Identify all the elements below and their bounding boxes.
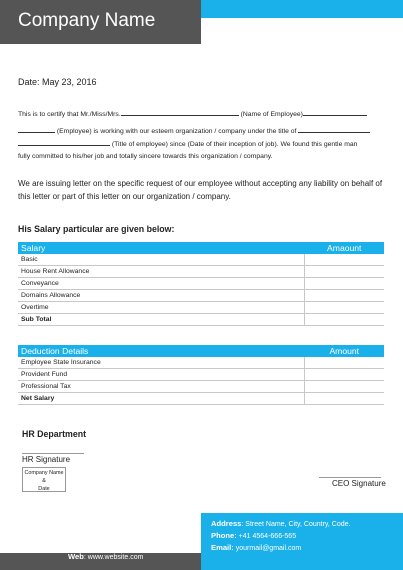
header-accent-bar bbox=[201, 0, 403, 18]
web-value: : www.website.com bbox=[83, 554, 144, 561]
deduction-table bbox=[18, 345, 384, 405]
salary-row-amount bbox=[305, 266, 385, 278]
salary-row-amount bbox=[305, 290, 385, 302]
deduction-row-label: Professional Tax bbox=[18, 381, 305, 393]
salary-row-amount bbox=[305, 278, 385, 290]
salary-table bbox=[18, 242, 384, 326]
ceo-signature-line bbox=[319, 477, 381, 478]
deduction-table-header bbox=[18, 345, 384, 357]
hr-department-title: HR Department bbox=[22, 429, 87, 439]
table-row bbox=[18, 278, 384, 290]
table-row-total bbox=[18, 314, 384, 326]
table-row bbox=[18, 254, 384, 266]
salary-subtotal-amount bbox=[305, 314, 385, 326]
company-name: Company Name bbox=[18, 10, 156, 31]
deduction-row-amount bbox=[305, 369, 385, 381]
phone-value: +41 4564-666-565 bbox=[236, 533, 297, 540]
request-line-1: We are issuing letter on the specific request of our employee without accepting any liability on behalf of bbox=[18, 179, 383, 188]
title-of-employee-blank bbox=[18, 138, 110, 146]
footer-address bbox=[211, 519, 350, 528]
employment-paragraph bbox=[18, 125, 386, 163]
salary-row-amount bbox=[305, 254, 385, 266]
hr-signature-label: HR Signature bbox=[22, 455, 71, 464]
web-label: Web bbox=[68, 552, 84, 561]
footer-website bbox=[68, 552, 143, 561]
salary-table-header bbox=[18, 242, 384, 254]
salary-row-label: Overtime bbox=[18, 302, 305, 314]
address-label: Address bbox=[211, 519, 242, 528]
salary-row-label: Conveyance bbox=[18, 278, 305, 290]
ceo-signature-label: CEO Signature bbox=[332, 479, 386, 488]
employee-blank bbox=[18, 125, 55, 133]
commitment-text: fully committed to his/her job and totally sincere towards this organization / company. bbox=[18, 153, 273, 160]
certify-text: This is to certify that Mr./Miss/Mrs. bbox=[18, 111, 121, 118]
table-row bbox=[18, 290, 384, 302]
deduction-header-label: Deduction Details bbox=[18, 345, 305, 357]
stamp-line-2: & bbox=[42, 478, 46, 484]
request-line-2: this letter or part of this letter on our organization / company. bbox=[18, 191, 231, 201]
email-value: yourmail@gmail.com bbox=[233, 545, 302, 552]
salary-subtotal-label: Sub Total bbox=[18, 314, 305, 326]
hr-signature-line bbox=[22, 453, 84, 454]
title-blank bbox=[298, 125, 370, 133]
table-row bbox=[18, 369, 384, 381]
employment-text: (Employee) is working with our esteem organization / company under the title of bbox=[55, 128, 299, 135]
net-salary-amount bbox=[305, 393, 385, 405]
salary-row-label: Domains Allowance bbox=[18, 290, 305, 302]
stamp-line-3: Date bbox=[38, 486, 50, 492]
table-row-total bbox=[18, 393, 384, 405]
address-value: : Street Name, City, Country, Code. bbox=[241, 521, 351, 528]
table-row bbox=[18, 357, 384, 369]
salary-header-amount: Amaount bbox=[305, 242, 385, 254]
footer-phone bbox=[211, 531, 296, 540]
salary-row-label: Basic bbox=[18, 254, 305, 266]
deduction-row-label: Employee State Insurance bbox=[18, 357, 305, 369]
deduction-row-amount bbox=[305, 381, 385, 393]
certify-trailing-blank bbox=[303, 108, 367, 116]
salary-section-title: His Salary particular are given below: bbox=[18, 224, 175, 234]
phone-label: Phone: bbox=[211, 531, 237, 540]
inception-text: (Title of employee) since (Date of their inception of job). We found this gentle man bbox=[110, 141, 358, 148]
salary-row-label: House Rent Allowance bbox=[18, 266, 305, 278]
deduction-row-label: Provident Fund bbox=[18, 369, 305, 381]
letter-date: Date: May 23, 2016 bbox=[18, 77, 97, 87]
name-of-employee-text: (Name of Employee) bbox=[238, 111, 303, 118]
deduction-header-amount: Amount bbox=[305, 345, 385, 357]
certify-paragraph bbox=[18, 108, 386, 121]
net-salary-label: Net Salary bbox=[18, 393, 305, 405]
table-row bbox=[18, 381, 384, 393]
deduction-row-amount bbox=[305, 357, 385, 369]
request-paragraph bbox=[18, 178, 386, 203]
table-row bbox=[18, 266, 384, 278]
email-label: Email: bbox=[211, 543, 234, 552]
employee-name-blank bbox=[121, 108, 239, 116]
table-row bbox=[18, 302, 384, 314]
salary-header-label: Salary bbox=[18, 242, 305, 254]
footer-email bbox=[211, 543, 301, 552]
stamp-line-1: Company Name bbox=[24, 470, 64, 476]
company-stamp-box bbox=[22, 467, 66, 492]
salary-row-amount bbox=[305, 302, 385, 314]
